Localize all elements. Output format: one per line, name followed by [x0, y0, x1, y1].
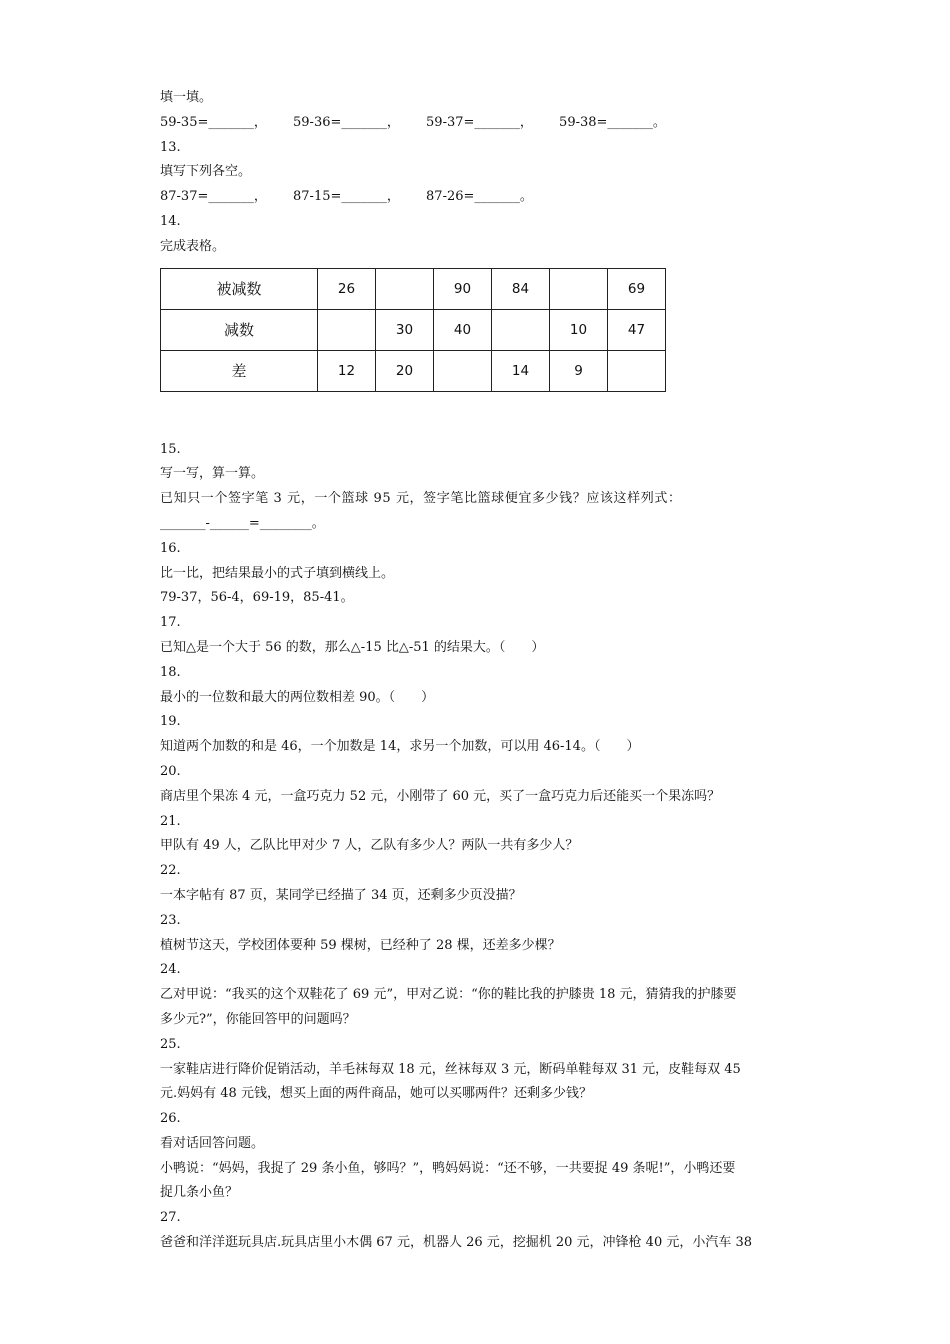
- question-number: 21.: [160, 813, 181, 829]
- question-number: 27.: [160, 1210, 181, 1226]
- table-cell: 40: [434, 309, 492, 350]
- question-19-text: 知道两个加数的和是 46，一个加数是 14，求另一个加数，可以用 46-14。（ ）: [160, 739, 640, 755]
- blank-expr: 87-37=_______，: [160, 189, 267, 205]
- table-cell: [318, 309, 376, 350]
- question-number: 19.: [160, 714, 181, 730]
- question-13-row: [160, 185, 800, 210]
- table-cell: 47: [608, 309, 666, 350]
- table-cell: 10: [550, 309, 608, 350]
- question-21-text: 甲队有 49 人，乙队比甲对少 7 人，乙队有多少人？两队一共有多少人？: [160, 838, 579, 854]
- question-24-text-cont: 多少元?”，你能回答甲的问题吗？: [160, 1011, 356, 1027]
- table-cell: [608, 350, 666, 391]
- table-cell: 90: [434, 268, 492, 309]
- instruction-12: 填一填。: [160, 90, 213, 105]
- table-row: [161, 309, 666, 350]
- question-20-text: 商店里个果冻 4 元，一盒巧克力 52 元，小刚带了 60 元，买了一盒巧克力后还能买一个果冻吗？: [160, 788, 721, 804]
- question-17-text: 已知△是一个大于 56 的数，那么△-15 比△-51 的结果大。（ ）: [160, 639, 545, 655]
- question-27-text: 爸爸和洋洋逛玩具店.玩具店里小木偶 67 元，机器人 26 元，挖掘机 20 元，冲锋枪 40 元，小汽车 38: [160, 1235, 753, 1251]
- question-number: 15.: [160, 441, 181, 457]
- table-cell: [492, 309, 550, 350]
- row-header: 被减数: [161, 268, 318, 309]
- table-cell: 14: [492, 350, 550, 391]
- table-cell: 12: [318, 350, 376, 391]
- table-cell: 30: [376, 309, 434, 350]
- table-row: [161, 350, 666, 391]
- instruction-13: 填写下列各空。: [160, 164, 252, 180]
- table-cell: 69: [608, 268, 666, 309]
- table-cell: [434, 350, 492, 391]
- question-number: 13.: [160, 139, 181, 155]
- question-25-text: 一家鞋店进行降价促销活动，羊毛袜每双 18 元，丝袜每双 3 元，断码单鞋每双 31 元，皮鞋每双 45: [160, 1061, 741, 1077]
- question-number: 14.: [160, 213, 181, 229]
- table-row: [161, 268, 666, 309]
- blank-expr: 59-37=_______，: [426, 114, 533, 130]
- question-number: 25.: [160, 1036, 181, 1052]
- question-25-text-cont: 元.妈妈有 48 元钱，想买上面的两件商品，她可以买哪两件？还剩多少钱？: [160, 1086, 592, 1102]
- blank-expr: 59-38=_______。: [559, 114, 666, 130]
- question-22-text: 一本字帖有 87 页，某同学已经描了 34 页，还剩多少页没描？: [160, 887, 522, 903]
- question-26-text: 小鸭说：“妈妈，我捉了 29 条小鱼，够吗？”，鸭妈妈说：“还不够，一共要捉 49 条呢!”，小鸭还要: [160, 1160, 736, 1176]
- subtraction-table: [160, 268, 666, 392]
- question-18-text: 最小的一位数和最大的两位数相差 90。（ ）: [160, 689, 435, 705]
- table-cell: 9: [550, 350, 608, 391]
- table-cell: 26: [318, 268, 376, 309]
- blank-expr: 87-15=_______，: [293, 189, 400, 205]
- question-23-text: 植树节这天，学校团体要种 59 棵树，已经种了 28 棵，还差多少棵？: [160, 937, 561, 953]
- blank-expr: 59-35=_______，: [160, 114, 267, 130]
- question-26-text-cont: 捉几条小鱼？: [160, 1185, 239, 1201]
- question-15-blanks: _______-______=________。: [160, 515, 325, 531]
- table-cell: [376, 268, 434, 309]
- table-cell: 20: [376, 350, 434, 391]
- question-number: 24.: [160, 962, 181, 978]
- question-16-text: 79-37，56-4，69-19，85-41。: [160, 590, 354, 606]
- question-number: 23.: [160, 912, 181, 928]
- question-number: 20.: [160, 763, 181, 779]
- instruction-16: 比一比，把结果最小的式子填到横线上。: [160, 565, 395, 581]
- question-24-text: 乙对甲说：“我买的这个双鞋花了 69 元”，甲对乙说：“你的鞋比我的护膝贵 18 元，猜猜我的护膝要: [160, 987, 737, 1003]
- instruction-14: 完成表格。: [160, 238, 226, 254]
- blank-expr: 59-36=_______，: [293, 114, 400, 130]
- document-page: [160, 86, 800, 1256]
- row-header: 减数: [161, 309, 318, 350]
- table-cell: 84: [492, 268, 550, 309]
- instruction-26: 看对话回答问题。: [160, 1135, 265, 1151]
- question-15-text: 已知只一个签字笔 3 元，一个篮球 95 元，签字笔比篮球便宜多少钱？应该这样列式：: [160, 491, 682, 507]
- question-number: 16.: [160, 540, 181, 556]
- instruction-15: 写一写，算一算。: [160, 466, 265, 482]
- blank-expr: 87-26=_______。: [426, 189, 533, 205]
- question-number: 22.: [160, 863, 181, 879]
- row-header: 差: [161, 350, 318, 391]
- question-number: 18.: [160, 664, 181, 680]
- table-cell: [550, 268, 608, 309]
- question-number: 26.: [160, 1111, 181, 1127]
- question-12-row: [160, 111, 800, 136]
- question-number: 17.: [160, 615, 181, 631]
